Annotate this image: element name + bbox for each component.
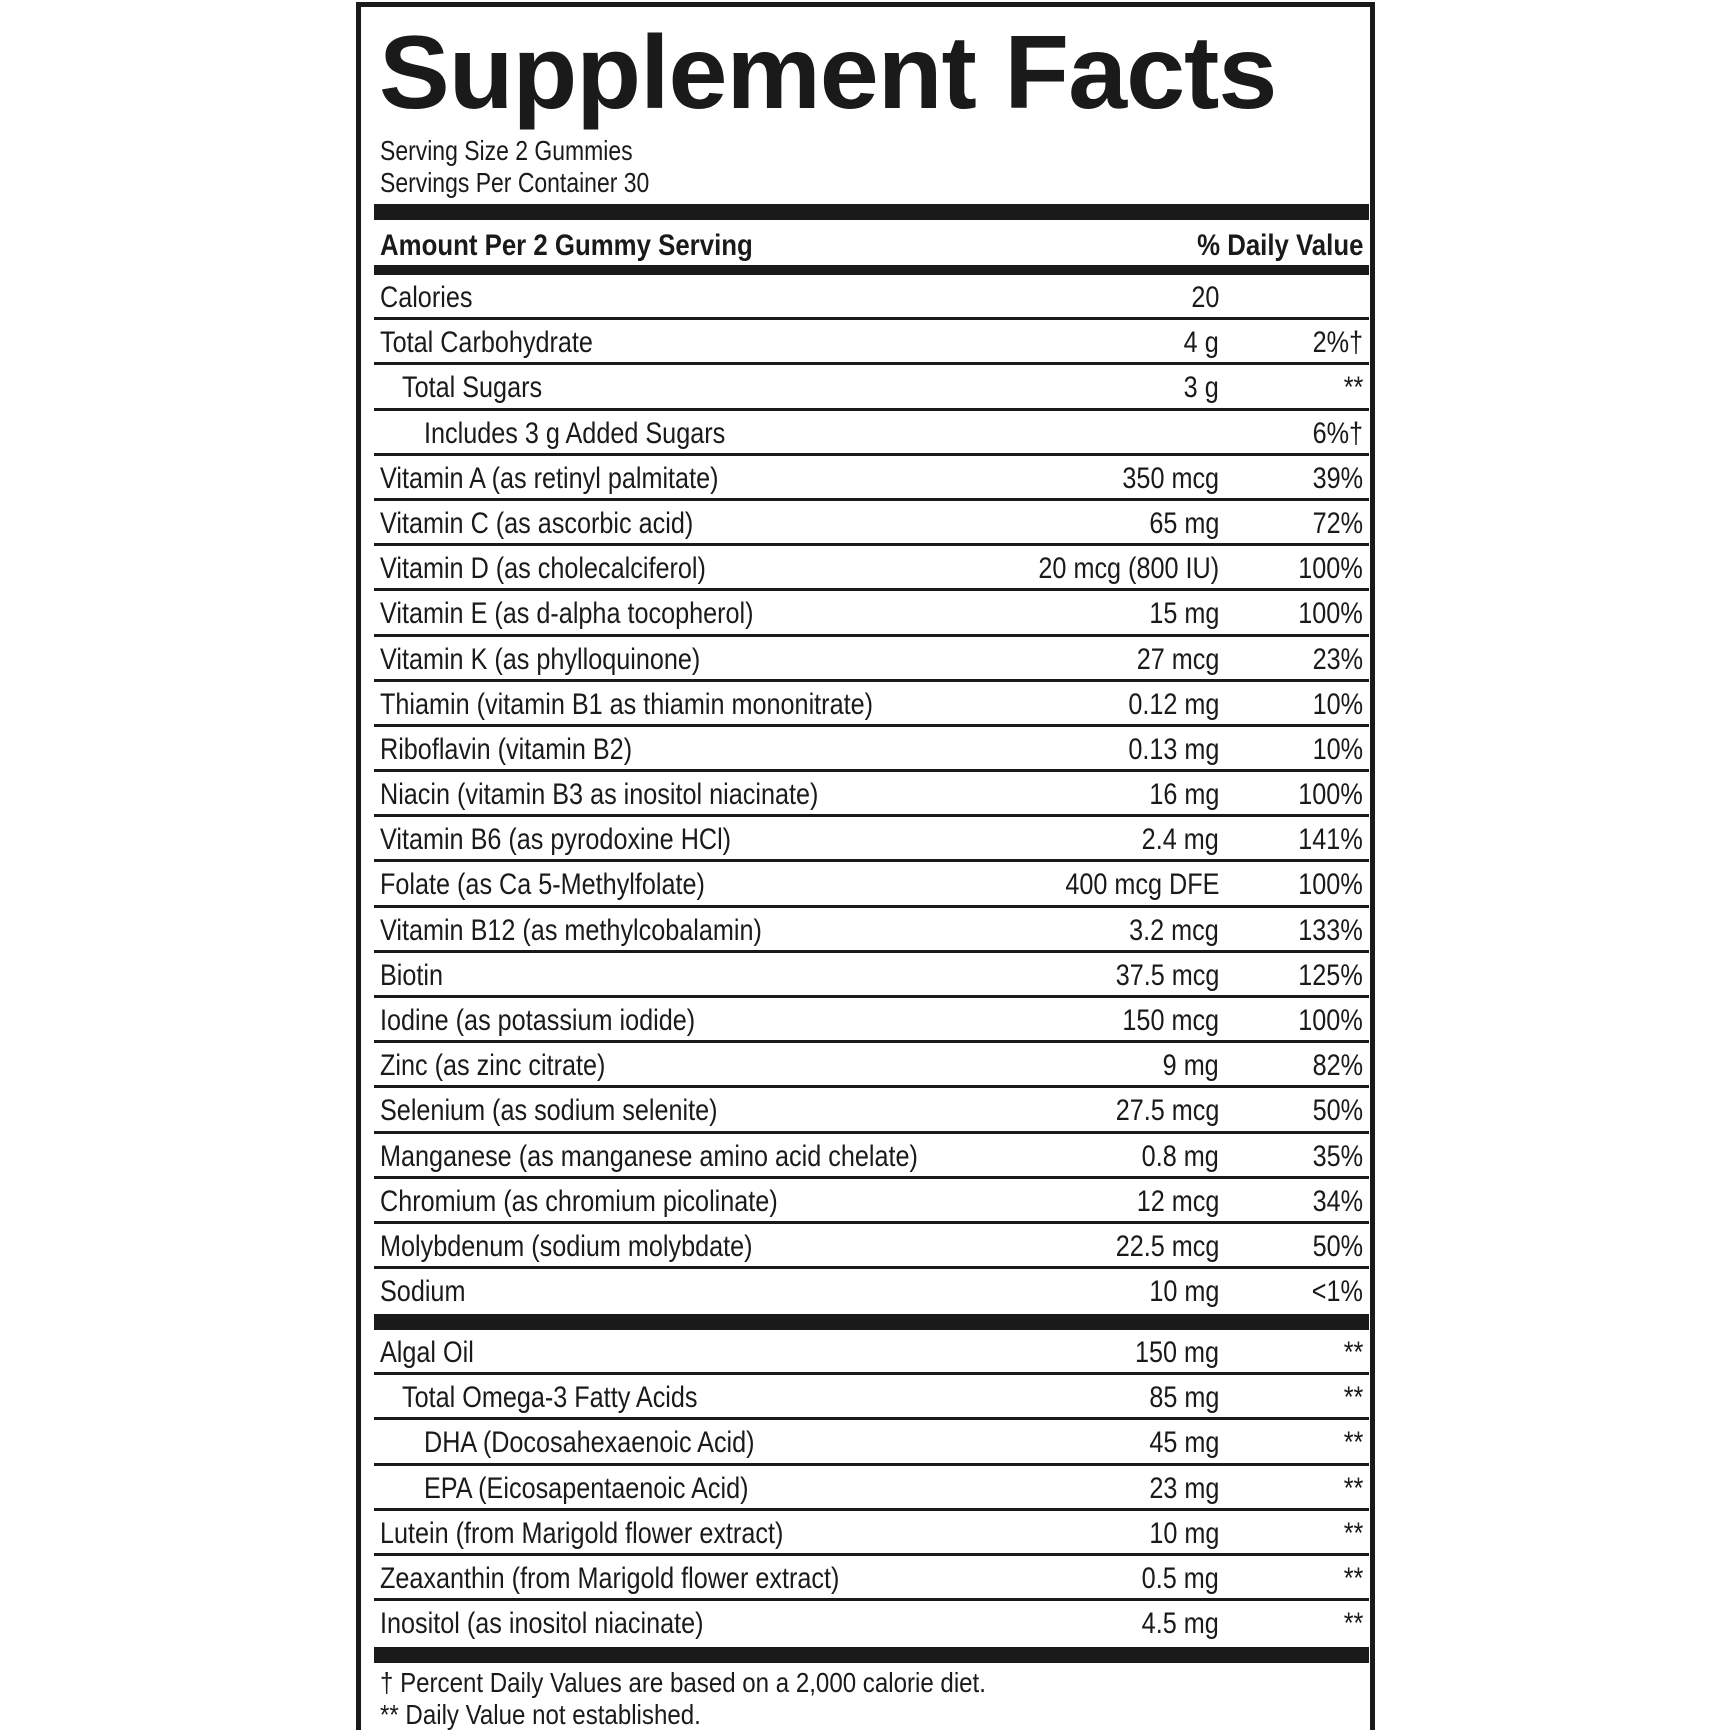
nutrient-name: Niacin (vitamin B3 as inositol niacinate) (380, 778, 819, 812)
nutrient-amount: 10 mg (1148, 1516, 1219, 1550)
nutrient-name: Vitamin B12 (as methylcobalamin) (380, 913, 762, 947)
nutrient-row (374, 275, 1369, 320)
nutrient-row (374, 637, 1369, 682)
nutrient-name: Manganese (as manganese amino acid chelate) (380, 1139, 918, 1173)
nutrient-amount: 37.5 mcg (1115, 958, 1219, 992)
nutrient-name: Calories (380, 281, 473, 314)
nutrient-name: DHA (Docosahexaenoic Acid) (424, 1426, 755, 1460)
nutrient-row (374, 772, 1369, 817)
nutrient-name: Lutein (from Marigold flower extract) (380, 1516, 784, 1550)
nutrient-name: Chromium (as chromium picolinate) (380, 1184, 778, 1218)
nutrient-amount: 23 mg (1148, 1471, 1219, 1505)
nutrient-daily-value: 10% (1312, 732, 1363, 766)
nutrient-amount: 150 mcg (1122, 1004, 1219, 1037)
table-header (374, 222, 1369, 267)
nutrient-amount: 65 mg (1148, 506, 1219, 540)
nutrient-amount: 22.5 mcg (1115, 1229, 1219, 1263)
nutrient-daily-value: 82% (1312, 1049, 1363, 1083)
nutrient-daily-value: 100% (1298, 868, 1363, 902)
nutrient-daily-value: 100% (1298, 778, 1363, 812)
nutrient-row (374, 591, 1369, 636)
nutrient-name: Zinc (as zinc citrate) (380, 1049, 606, 1083)
nutrient-daily-value: 133% (1298, 913, 1363, 947)
nutrient-row (374, 682, 1369, 727)
thick-divider-middle (374, 1314, 1369, 1330)
nutrient-daily-value: 23% (1312, 642, 1363, 676)
thick-divider-bottom (374, 1647, 1369, 1663)
nutrient-row (374, 1556, 1369, 1601)
nutrient-name: Sodium (380, 1275, 466, 1309)
nutrient-daily-value: 39% (1312, 461, 1363, 495)
nutrient-name: Zeaxanthin (from Marigold flower extract) (380, 1561, 840, 1595)
nutrient-daily-value: <1% (1311, 1275, 1363, 1309)
nutrient-daily-value: ** (1343, 1336, 1363, 1369)
nutrient-name: Total Sugars (402, 371, 543, 405)
nutrient-amount: 20 mcg (800 IU) (1038, 552, 1219, 586)
nutrient-row (374, 1224, 1369, 1269)
nutrient-row (374, 365, 1369, 410)
nutrient-row (374, 1330, 1369, 1375)
nutrient-name: Selenium (as sodium selenite) (380, 1094, 718, 1128)
nutrient-row (374, 862, 1369, 907)
nutrient-amount: 4 g (1183, 326, 1219, 360)
nutrient-daily-value: 125% (1298, 958, 1363, 992)
nutrient-row (374, 1269, 1369, 1314)
nutrient-daily-value: 50% (1312, 1094, 1363, 1128)
panel-title: Supplement Facts (379, 15, 1277, 131)
nutrient-amount: 3.2 mcg (1129, 913, 1219, 947)
nutrient-daily-value: ** (1343, 1561, 1363, 1595)
nutrient-amount: 0.12 mg (1127, 687, 1219, 721)
nutrient-row (374, 1179, 1369, 1224)
amount-per-serving-label: Amount Per 2 Gummy Serving (380, 229, 753, 262)
supplement-facts-panel (356, 2, 1375, 1730)
nutrient-name: Thiamin (vitamin B1 as thiamin mononitrate) (380, 687, 873, 721)
nutrient-daily-value: ** (1343, 371, 1363, 405)
nutrient-name: Riboflavin (vitamin B2) (380, 732, 633, 766)
nutrient-amount: 45 mg (1148, 1426, 1219, 1460)
nutrient-amount: 27.5 mcg (1115, 1094, 1219, 1128)
nutrient-name: Vitamin B6 (as pyrodoxine HCl) (380, 823, 732, 857)
nutrient-name: Vitamin C (as ascorbic acid) (380, 506, 694, 540)
nutrient-name: Total Omega-3 Fatty Acids (402, 1381, 698, 1415)
servings-per-container: Servings Per Container 30 (380, 167, 650, 198)
nutrient-amount: 0.5 mg (1141, 1561, 1219, 1595)
nutrient-row (374, 1043, 1369, 1088)
nutrient-daily-value: 10% (1312, 687, 1363, 721)
nutrient-name: Vitamin A (as retinyl palmitate) (380, 461, 719, 495)
nutrient-amount: 9 mg (1162, 1049, 1219, 1083)
nutrient-amount: 0.13 mg (1127, 732, 1219, 766)
nutrient-row (374, 456, 1369, 501)
nutrient-daily-value: ** (1343, 1516, 1363, 1550)
nutrient-name: Iodine (as potassium iodide) (380, 1004, 696, 1037)
nutrient-name: EPA (Eicosapentaenoic Acid) (424, 1471, 749, 1505)
nutrient-daily-value: 34% (1312, 1184, 1363, 1218)
nutrient-amount: 16 mg (1148, 778, 1219, 812)
nutrient-row (374, 411, 1369, 456)
nutrient-daily-value: 35% (1312, 1139, 1363, 1173)
nutrient-amount: 27 mcg (1136, 642, 1219, 676)
nutrient-row (374, 727, 1369, 772)
nutrient-daily-value: 6%† (1312, 416, 1363, 450)
nutrient-row (374, 1420, 1369, 1465)
nutrient-daily-value: ** (1343, 1426, 1363, 1460)
nutrient-daily-value: 2%† (1312, 326, 1363, 360)
nutrient-amount: 15 mg (1148, 597, 1219, 631)
nutrient-daily-value: ** (1343, 1381, 1363, 1415)
nutrient-name: Folate (as Ca 5-Methylfolate) (380, 868, 705, 902)
nutrient-name: Algal Oil (380, 1336, 474, 1369)
nutrient-row (374, 1134, 1369, 1179)
nutrient-row (374, 546, 1369, 591)
nutrient-daily-value: 141% (1298, 823, 1363, 857)
nutrient-amount: 4.5 mg (1141, 1607, 1219, 1641)
footnote-daily-value-not-established: ** Daily Value not established. (380, 1699, 701, 1730)
nutrient-name: Molybdenum (sodium molybdate) (380, 1229, 753, 1263)
nutrient-amount: 2.4 mg (1141, 823, 1219, 857)
nutrient-row (374, 501, 1369, 546)
nutrient-row (374, 953, 1369, 998)
thick-divider-top (374, 204, 1369, 220)
nutrient-amount: 12 mcg (1136, 1184, 1219, 1218)
nutrient-amount: 85 mg (1148, 1381, 1219, 1415)
nutrient-daily-value: 100% (1298, 552, 1363, 586)
nutrient-daily-value: 72% (1312, 506, 1363, 540)
nutrient-name: Vitamin D (as cholecalciferol) (380, 552, 706, 586)
nutrient-daily-value: ** (1343, 1607, 1363, 1641)
nutrient-daily-value: 100% (1298, 1004, 1363, 1037)
nutrient-amount: 150 mg (1134, 1336, 1219, 1369)
thick-divider-header (374, 265, 1369, 275)
nutrient-row (374, 1375, 1369, 1420)
nutrient-name: Total Carbohydrate (380, 326, 593, 360)
nutrient-row (374, 320, 1369, 365)
nutrient-amount: 10 mg (1148, 1275, 1219, 1309)
nutrient-amount: 0.8 mg (1141, 1139, 1219, 1173)
nutrient-row (374, 908, 1369, 953)
nutrient-row (374, 1601, 1369, 1646)
nutrient-daily-value: 50% (1312, 1229, 1363, 1263)
nutrient-row (374, 1088, 1369, 1133)
nutrient-daily-value: ** (1343, 1471, 1363, 1505)
nutrient-name: Inositol (as inositol niacinate) (380, 1607, 704, 1641)
nutrient-name: Includes 3 g Added Sugars (424, 416, 726, 450)
nutrient-table-vitamins (374, 275, 1369, 1314)
nutrient-daily-value: 100% (1298, 597, 1363, 631)
nutrient-name: Vitamin K (as phylloquinone) (380, 642, 701, 676)
nutrient-name: Biotin (380, 958, 444, 992)
nutrient-table-other (374, 1330, 1369, 1646)
footnote-percent-daily-values: † Percent Daily Values are based on a 2,000 calorie diet. (380, 1667, 986, 1698)
nutrient-row (374, 817, 1369, 862)
nutrient-amount: 3 g (1183, 371, 1219, 405)
daily-value-label: % Daily Value (1196, 229, 1363, 262)
nutrient-amount: 400 mcg DFE (1064, 868, 1219, 902)
nutrient-amount: 350 mcg (1122, 461, 1219, 495)
nutrient-row (374, 998, 1369, 1043)
nutrient-name: Vitamin E (as d-alpha tocopherol) (380, 597, 754, 631)
nutrient-amount: 20 (1190, 281, 1219, 314)
nutrient-row (374, 1511, 1369, 1556)
nutrient-row (374, 1466, 1369, 1511)
serving-size: Serving Size 2 Gummies (380, 135, 633, 166)
